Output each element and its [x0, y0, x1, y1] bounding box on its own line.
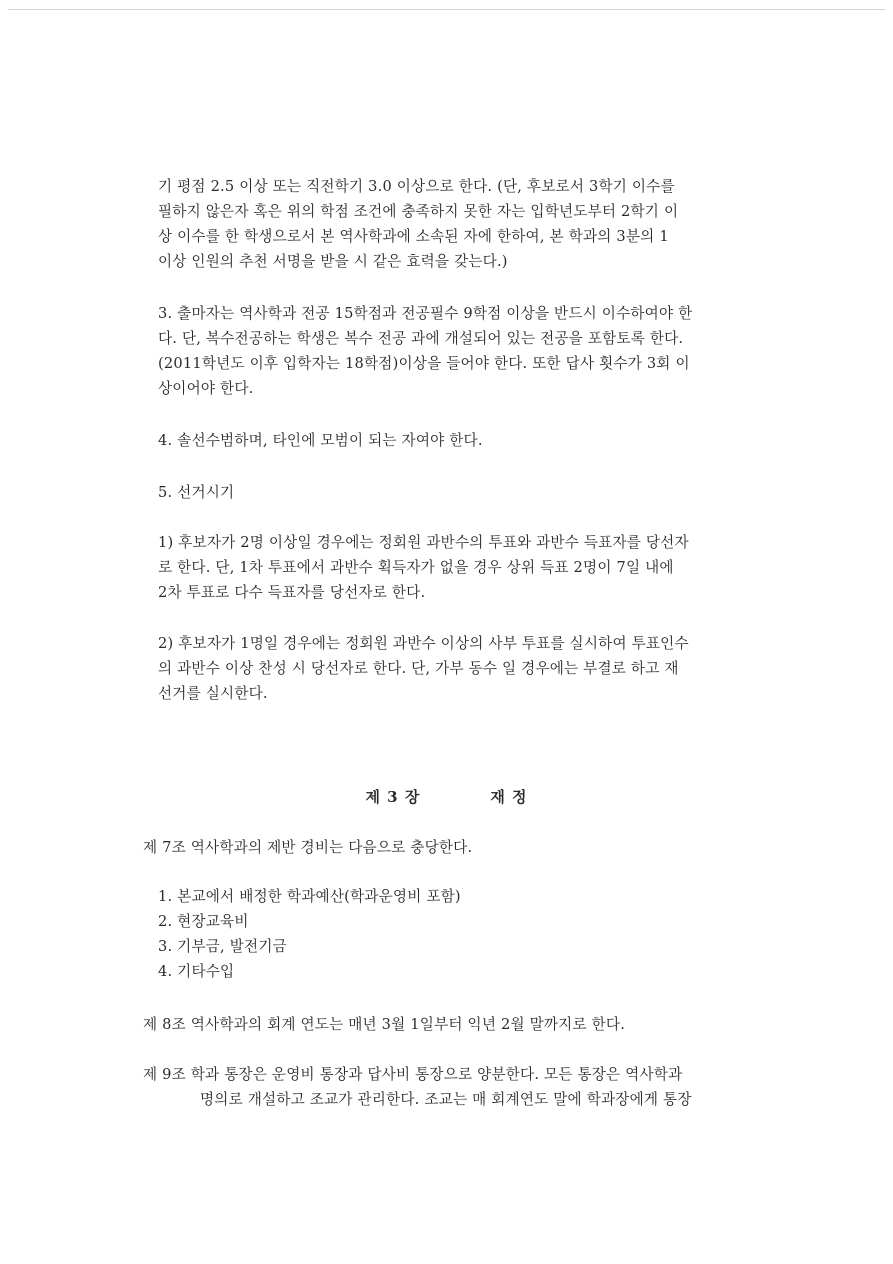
text-line: 선거를 실시한다.	[158, 685, 268, 702]
text-line: 1) 후보자가 2명 이상일 경우에는 정회원 과반수의 투표와 과반수 득표자를 당선자	[158, 534, 689, 551]
top-border-line	[8, 9, 885, 10]
article-8	[143, 1012, 625, 1037]
chapter-title: 재 정	[490, 788, 528, 806]
text-line: 2) 후보자가 1명일 경우에는 정회원 과반수 이상의 사부 투표를 실시하여 투표인수	[158, 635, 689, 652]
paragraph-conduct	[158, 428, 483, 453]
text-line: 로 한다. 단, 1차 투표에서 과반수 획득자가 없을 경우 상위 득표 2명이 7일 내에	[158, 559, 674, 576]
list-item: 3. 기부금, 발전기금	[158, 938, 287, 955]
text-line: 4. 솔선수범하며, 타인에 모범이 되는 자여야 한다.	[158, 432, 483, 449]
paragraph-single-candidate	[158, 631, 689, 706]
text-line: 기 평점 2.5 이상 또는 직전학기 3.0 이상으로 한다. (단, 후보로서 3학기 이수를	[158, 178, 675, 195]
chapter-heading	[0, 786, 893, 807]
text-line: 필하지 않은자 혹은 위의 학점 조건에 충족하지 못한 자는 입학년도부터 2학기 이	[158, 203, 679, 220]
paragraph-multiple-candidates	[158, 530, 689, 605]
text-line: 의 과반수 이상 찬성 시 당선자로 한다. 단, 가부 동수 일 경우에는 부결로 하고 재	[158, 660, 679, 677]
list-item: 4. 기타수입	[158, 963, 235, 980]
article-7-list	[158, 884, 461, 984]
article-8-text: 제 8조 역사학과의 회계 연도는 매년 3월 1일부터 익년 2월 말까지로 한다.	[143, 1016, 626, 1033]
list-item: 1. 본교에서 배정한 학과예산(학과운영비 포함)	[158, 888, 461, 905]
text-line: 상이어야 한다.	[158, 380, 254, 397]
chapter-number: 제 3 장	[365, 788, 421, 806]
text-line: 제 9조 학과 통장은 운영비 통장과 답사비 통장으로 양분한다. 모든 통장은 역사학과	[143, 1066, 683, 1083]
text-line: 이상 인원의 추천 서명을 받을 시 같은 효력을 갖는다.)	[158, 253, 508, 270]
text-line: 2차 투표로 다수 득표자를 당선자로 한다.	[158, 584, 426, 601]
text-line: 상 이수를 한 학생으로서 본 역사학과에 소속된 자에 한하여, 본 학과의 3분의 1	[158, 228, 669, 245]
article-9	[143, 1062, 692, 1112]
paragraph-election-timing	[158, 480, 234, 505]
list-item: 2. 현장교육비	[158, 913, 249, 930]
text-line: (2011학년도 이후 입학자는 18학점)이상을 들어야 한다. 또한 답사 횟수가 3회 이	[158, 355, 690, 372]
article-7-text: 제 7조 역사학과의 제반 경비는 다음으로 충당한다.	[143, 839, 473, 856]
text-line: 다. 단, 복수전공하는 학생은 복수 전공 과에 개설되어 있는 전공을 포함토록 한다.	[158, 330, 684, 347]
text-line: 3. 출마자는 역사학과 전공 15학점과 전공필수 9학점 이상을 반드시 이수하여야 한	[158, 305, 693, 322]
text-line: 명의로 개설하고 조교가 관리한다. 조교는 매 회계연도 말에 학과장에게 통장	[200, 1091, 692, 1108]
text-line: 5. 선거시기	[158, 484, 235, 501]
article-7	[143, 835, 472, 860]
paragraph-credit-requirement	[158, 301, 692, 401]
paragraph-eligibility-continued	[158, 174, 678, 274]
